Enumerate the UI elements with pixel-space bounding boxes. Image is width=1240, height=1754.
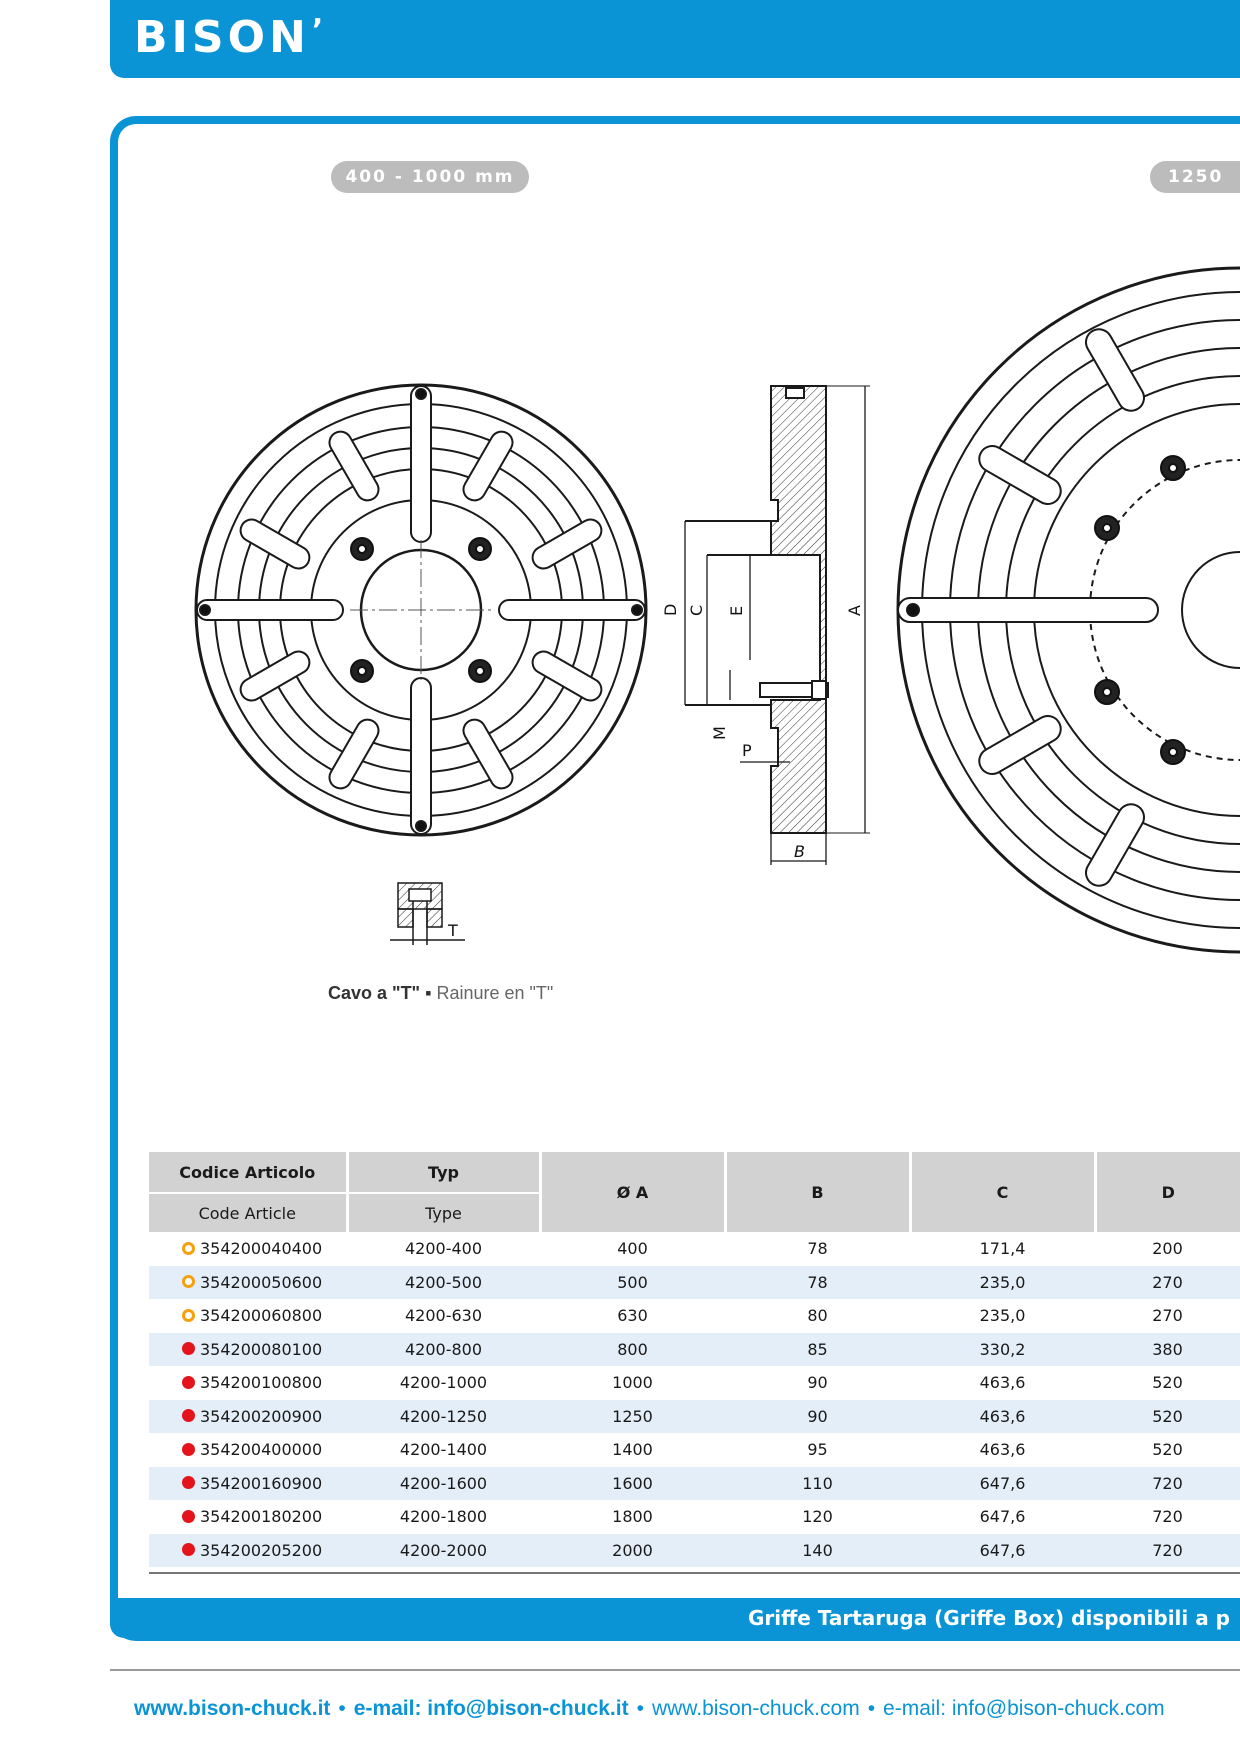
logo-tick: ’ (311, 13, 328, 48)
cell-b: 120 (802, 1507, 833, 1527)
cell-b: 80 (807, 1306, 828, 1326)
header-b: B (725, 1152, 910, 1232)
header-typ-fr: Type (347, 1193, 540, 1232)
t-slot-caption (328, 983, 553, 1004)
cell-d: 270 (1152, 1306, 1183, 1326)
size-range-pill-right: 1250 (1150, 161, 1240, 193)
code-value: 354200160900 (200, 1473, 323, 1493)
cell-code (149, 1400, 347, 1434)
cell-a: 1250 (540, 1400, 725, 1434)
cell-d: 520 (1152, 1440, 1183, 1460)
cell-typ: 4200-400 (404, 1239, 483, 1259)
dim-label-C: C (687, 604, 706, 616)
cell-d: 520 (1095, 1400, 1240, 1434)
cell-code (149, 1500, 347, 1534)
cell-typ: 4200-1600 (347, 1467, 540, 1501)
header-dia-a: Ø A (540, 1152, 725, 1232)
contact-separator: • (636, 1697, 644, 1720)
dim-label-T: T (448, 921, 458, 940)
website-com-link[interactable]: www.bison-chuck.com (651, 1697, 860, 1720)
table-row (149, 1500, 1240, 1534)
table-row (149, 1299, 1240, 1333)
dim-label-D: D (661, 603, 680, 616)
footer-rule (110, 1669, 1240, 1671)
t-slot-caption-it: Cavo a "T" (328, 983, 421, 1003)
header-typ-it: Typ (347, 1152, 540, 1193)
email-com-link[interactable]: e-mail: info@bison-chuck.com (883, 1697, 1165, 1720)
availability-marker-icon (182, 1476, 195, 1489)
cell-code (149, 1467, 347, 1501)
cell-c: 463,6 (910, 1400, 1095, 1434)
cell-a: 400 (617, 1239, 648, 1259)
cell-d: 720 (1095, 1467, 1240, 1501)
cell-c: 235,0 (979, 1306, 1026, 1326)
cell-typ: 4200-630 (404, 1306, 483, 1326)
cell-code (149, 1299, 347, 1333)
code-value: 354200080100 (200, 1339, 323, 1359)
cell-b: 90 (725, 1400, 910, 1434)
t-slot-caption-sep: ▪ (420, 983, 437, 1003)
cell-a: 2000 (540, 1534, 725, 1568)
dim-label-B: B (794, 842, 805, 861)
availability-marker-icon (182, 1543, 195, 1556)
cell-a: 1400 (612, 1440, 653, 1460)
cell-a: 1600 (540, 1467, 725, 1501)
cell-typ: 4200-2000 (347, 1534, 540, 1568)
cell-c: 463,6 (979, 1373, 1026, 1393)
cell-code (149, 1232, 347, 1266)
cell-d: 520 (1152, 1373, 1183, 1393)
cell-d: 270 (1095, 1266, 1240, 1300)
dim-label-P: P (742, 741, 752, 760)
table-row (149, 1433, 1240, 1467)
header-code-fr: Code Article (149, 1193, 347, 1232)
table-row (149, 1400, 1240, 1434)
cell-b: 140 (725, 1534, 910, 1568)
table-row (149, 1366, 1240, 1400)
cell-d: 200 (1152, 1239, 1183, 1259)
cell-b: 95 (807, 1440, 828, 1460)
cell-b: 90 (807, 1373, 828, 1393)
cell-code (149, 1366, 347, 1400)
code-value: 354200180200 (200, 1507, 323, 1527)
availability-marker-icon (182, 1409, 195, 1422)
specs-table (149, 1152, 1240, 1567)
cell-c: 647,6 (979, 1507, 1026, 1527)
cell-a: 630 (617, 1306, 648, 1326)
header-c: C (910, 1152, 1095, 1232)
cell-code (149, 1333, 347, 1367)
contact-separator: • (867, 1697, 876, 1720)
cell-c: 330,2 (910, 1333, 1095, 1367)
table-row (149, 1266, 1240, 1300)
large-faceplate-view (898, 268, 1240, 952)
cell-d: 380 (1095, 1333, 1240, 1367)
cell-c: 463,6 (979, 1440, 1026, 1460)
cell-a: 500 (540, 1266, 725, 1300)
dim-label-A: A (845, 605, 864, 616)
size-range-pill: 400 - 1000 mm (331, 161, 529, 193)
contact-line (134, 1697, 1165, 1721)
code-value: 354200050600 (200, 1272, 323, 1292)
availability-marker-icon (182, 1242, 195, 1255)
cell-code (149, 1534, 347, 1568)
contact-separator: • (338, 1697, 346, 1720)
availability-marker-icon (182, 1275, 195, 1288)
cell-code (149, 1433, 347, 1467)
cell-b: 78 (725, 1266, 910, 1300)
cell-typ: 4200-800 (347, 1333, 540, 1367)
cell-c: 235,0 (910, 1266, 1095, 1300)
faceplate-front-view (196, 385, 646, 835)
dim-label-E: E (727, 605, 746, 616)
cell-typ: 4200-500 (347, 1266, 540, 1300)
availability-marker-icon (182, 1443, 195, 1456)
cell-a: 800 (540, 1333, 725, 1367)
cell-a: 1000 (612, 1373, 653, 1393)
code-value: 354200200900 (200, 1406, 323, 1426)
cell-c: 171,4 (979, 1239, 1026, 1259)
cell-a: 1800 (612, 1507, 653, 1527)
cell-b: 85 (725, 1333, 910, 1367)
header-code-it: Codice Articolo (149, 1152, 347, 1193)
logo-text: BISON (134, 12, 310, 63)
cell-typ: 4200-1000 (399, 1373, 488, 1393)
cell-d: 720 (1095, 1534, 1240, 1568)
availability-marker-icon (182, 1342, 195, 1355)
cell-code (149, 1266, 347, 1300)
code-value: 354200100800 (200, 1373, 323, 1393)
website-it-link[interactable]: www.bison-chuck.it (134, 1697, 331, 1720)
availability-marker-icon (182, 1376, 195, 1389)
availability-marker-icon (182, 1309, 195, 1322)
table-row (149, 1534, 1240, 1568)
cell-b: 110 (725, 1467, 910, 1501)
availability-banner: Griffe Tartaruga (Griffe Box) disponibili a p (110, 1598, 1240, 1638)
table-row (149, 1232, 1240, 1266)
t-slot-caption-fr: Rainure en "T" (436, 983, 554, 1003)
availability-marker-icon (182, 1510, 195, 1523)
email-it-link[interactable]: e-mail: info@bison-chuck.it (353, 1697, 629, 1720)
cell-typ: 4200-1250 (347, 1400, 540, 1434)
header-d: D (1095, 1152, 1240, 1232)
dimension-labels (661, 604, 864, 861)
code-value: 354200400000 (200, 1440, 323, 1460)
cell-d: 720 (1152, 1507, 1183, 1527)
table-bottom-rule (149, 1572, 1240, 1574)
cell-typ: 4200-1800 (399, 1507, 488, 1527)
cell-c: 647,6 (910, 1467, 1095, 1501)
table-row (149, 1333, 1240, 1367)
code-value: 354200040400 (200, 1239, 323, 1259)
dim-label-M: M (710, 726, 729, 740)
cell-typ: 4200-1400 (399, 1440, 488, 1460)
faceplate-section-view (685, 386, 870, 865)
table-row (149, 1467, 1240, 1501)
cell-c: 647,6 (910, 1534, 1095, 1568)
code-value: 354200205200 (200, 1540, 323, 1560)
code-value: 354200060800 (200, 1306, 323, 1326)
cell-b: 78 (807, 1239, 828, 1259)
